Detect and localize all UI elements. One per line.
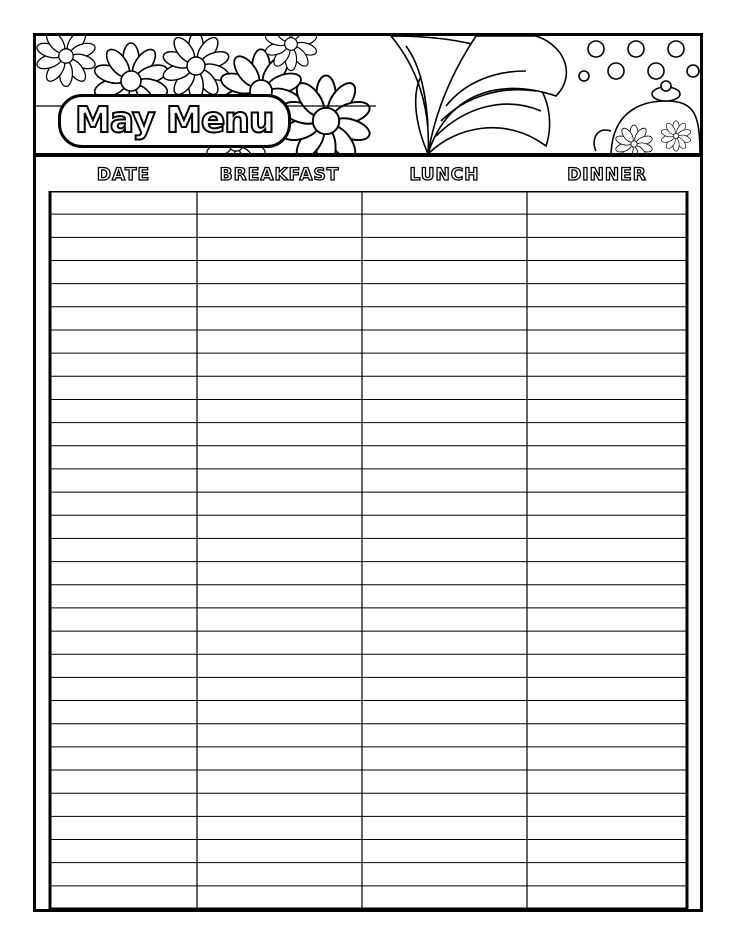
table-cell[interactable] — [363, 678, 526, 699]
table-cell[interactable] — [363, 285, 526, 306]
table-cell[interactable] — [528, 516, 686, 537]
table-cell[interactable] — [51, 609, 196, 630]
table-cell[interactable] — [528, 887, 686, 908]
table-cell[interactable] — [528, 261, 686, 282]
table-cell[interactable] — [528, 841, 686, 862]
table-cell[interactable] — [198, 400, 361, 421]
table-cell[interactable] — [528, 285, 686, 306]
table-cell[interactable] — [51, 261, 196, 282]
table-cell[interactable] — [198, 285, 361, 306]
table-cell[interactable] — [528, 678, 686, 699]
table-cell[interactable] — [51, 192, 196, 213]
teapot-icon — [594, 81, 700, 157]
table-cell[interactable] — [363, 655, 526, 676]
table-cell[interactable] — [198, 192, 361, 213]
column-header-breakfast: BREAKFAST — [219, 165, 340, 185]
table-cell[interactable] — [51, 794, 196, 815]
table-cell[interactable] — [51, 331, 196, 352]
table-cell[interactable] — [528, 632, 686, 653]
table-cell[interactable] — [198, 702, 361, 723]
table-cell[interactable] — [528, 424, 686, 445]
table-cell[interactable] — [51, 748, 196, 769]
table-cell[interactable] — [51, 632, 196, 653]
table-cell[interactable] — [51, 238, 196, 259]
table-cell[interactable] — [198, 331, 361, 352]
table-cell[interactable] — [363, 702, 526, 723]
table-cell[interactable] — [363, 192, 526, 213]
table-cell[interactable] — [363, 539, 526, 560]
table-cell[interactable] — [51, 400, 196, 421]
table-cell[interactable] — [198, 539, 361, 560]
table-cell[interactable] — [528, 864, 686, 885]
table-cell[interactable] — [363, 447, 526, 468]
table-cell[interactable] — [363, 261, 526, 282]
table-cell[interactable] — [528, 238, 686, 259]
column-header-lunch: LUNCH — [409, 165, 480, 185]
butterfly-icon — [391, 36, 566, 154]
table-cell[interactable] — [51, 354, 196, 375]
table-cell[interactable] — [198, 794, 361, 815]
table-cell[interactable] — [198, 354, 361, 375]
table-cell[interactable] — [363, 887, 526, 908]
table-cell[interactable] — [198, 586, 361, 607]
table-cell[interactable] — [198, 308, 361, 329]
table-cell[interactable] — [198, 493, 361, 514]
table-cell[interactable] — [51, 493, 196, 514]
table-cell[interactable] — [363, 864, 526, 885]
table-cell[interactable] — [528, 377, 686, 398]
table-cell[interactable] — [51, 539, 196, 560]
table-cell[interactable] — [198, 678, 361, 699]
table-cell[interactable] — [363, 493, 526, 514]
column-header-dinner: DINNER — [567, 165, 647, 185]
table-cell[interactable] — [528, 817, 686, 838]
table-cell[interactable] — [198, 887, 361, 908]
table-cell[interactable] — [198, 238, 361, 259]
table-cell[interactable] — [198, 516, 361, 537]
table-cell[interactable] — [198, 841, 361, 862]
table-cell[interactable] — [528, 308, 686, 329]
table-cell[interactable] — [198, 447, 361, 468]
table-cell[interactable] — [363, 308, 526, 329]
table-cell[interactable] — [51, 864, 196, 885]
table-cell[interactable] — [51, 771, 196, 792]
table-cell[interactable] — [51, 377, 196, 398]
table-cell[interactable] — [363, 841, 526, 862]
table-cell[interactable] — [363, 424, 526, 445]
table-cell[interactable] — [51, 655, 196, 676]
table-cell[interactable] — [528, 655, 686, 676]
title-badge — [58, 94, 291, 148]
table-cell[interactable] — [363, 817, 526, 838]
table-cell[interactable] — [528, 331, 686, 352]
table-cell[interactable] — [51, 841, 196, 862]
table-cell[interactable] — [198, 609, 361, 630]
table-cell[interactable] — [363, 563, 526, 584]
table-cell[interactable] — [51, 887, 196, 908]
table-cell[interactable] — [528, 748, 686, 769]
table-cell[interactable] — [528, 354, 686, 375]
table-cell[interactable] — [51, 586, 196, 607]
table-cell[interactable] — [363, 215, 526, 236]
table-cell[interactable] — [528, 702, 686, 723]
table-cell[interactable] — [198, 470, 361, 491]
table-cell[interactable] — [528, 609, 686, 630]
table-cell[interactable] — [528, 539, 686, 560]
table-cell[interactable] — [528, 725, 686, 746]
column-header-date: DATE — [96, 165, 151, 185]
table-cell[interactable] — [363, 377, 526, 398]
table-cell[interactable] — [363, 586, 526, 607]
table-cell[interactable] — [528, 215, 686, 236]
table-cell[interactable] — [198, 864, 361, 885]
table-cell[interactable] — [528, 563, 686, 584]
table-cell[interactable] — [51, 470, 196, 491]
table-header — [36, 157, 700, 191]
table-cell[interactable] — [363, 516, 526, 537]
table-cell[interactable] — [528, 586, 686, 607]
table-cell[interactable] — [528, 192, 686, 213]
table-cell[interactable] — [528, 400, 686, 421]
table-cell[interactable] — [198, 424, 361, 445]
table-cell[interactable] — [528, 493, 686, 514]
table-cell[interactable] — [363, 354, 526, 375]
table-cell[interactable] — [198, 817, 361, 838]
table-cell[interactable] — [51, 447, 196, 468]
decorative-banner — [36, 36, 700, 157]
table-cell[interactable] — [363, 632, 526, 653]
table-cell[interactable] — [198, 655, 361, 676]
page-title: May Menu — [75, 100, 274, 141]
table-cell[interactable] — [363, 725, 526, 746]
table-cell[interactable] — [363, 238, 526, 259]
table-cell[interactable] — [198, 748, 361, 769]
table-cell[interactable] — [198, 261, 361, 282]
table-cell[interactable] — [363, 609, 526, 630]
table-cell[interactable] — [198, 632, 361, 653]
table-cell[interactable] — [198, 725, 361, 746]
table-cell[interactable] — [528, 794, 686, 815]
table-cell[interactable] — [528, 771, 686, 792]
table-cell[interactable] — [363, 331, 526, 352]
table-cell[interactable] — [51, 308, 196, 329]
table-cell[interactable] — [51, 702, 196, 723]
table-cell[interactable] — [51, 678, 196, 699]
table-cell[interactable] — [528, 470, 686, 491]
table-cell[interactable] — [198, 771, 361, 792]
table-cell[interactable] — [363, 748, 526, 769]
table-cell[interactable] — [51, 285, 196, 306]
table-cell[interactable] — [51, 817, 196, 838]
table-cell[interactable] — [51, 563, 196, 584]
table-cell[interactable] — [363, 470, 526, 491]
menu-sheet — [33, 33, 703, 912]
table-cell[interactable] — [363, 794, 526, 815]
table-cell[interactable] — [51, 424, 196, 445]
table-cell[interactable] — [363, 771, 526, 792]
table-cell[interactable] — [51, 516, 196, 537]
table-cell[interactable] — [198, 377, 361, 398]
table-cell[interactable] — [198, 215, 361, 236]
polka-dots — [576, 36, 700, 86]
table-cell[interactable] — [198, 563, 361, 584]
table-cell[interactable] — [51, 215, 196, 236]
table-cell[interactable] — [528, 447, 686, 468]
table-cell[interactable] — [363, 400, 526, 421]
menu-table — [36, 191, 700, 909]
table-cell[interactable] — [51, 725, 196, 746]
